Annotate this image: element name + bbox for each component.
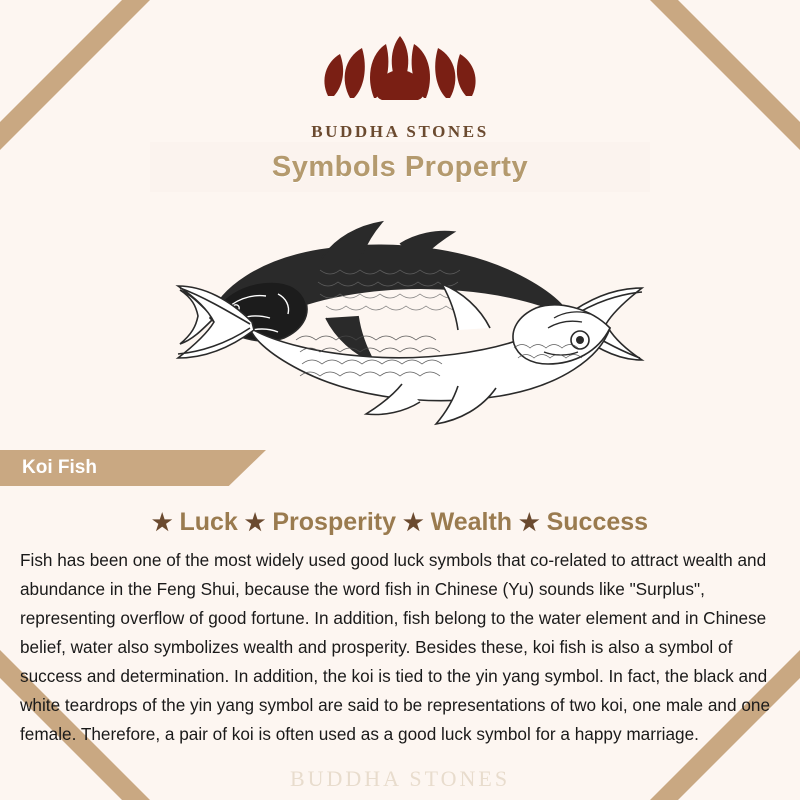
star-icon: ★ bbox=[151, 509, 173, 535]
page-title: Symbols Property bbox=[271, 150, 529, 183]
star-icon: ★ bbox=[519, 509, 540, 535]
star-icon: ★ bbox=[244, 509, 266, 535]
description-paragraph: Fish has been one of the most widely used good luck symbols that co-related to attract wealth and abundance in the Feng Shui, because the word fish in Chinese (Yu) sounds like "Surplus", representing overflow of good fortune. In addition, fish belong to the water element and in Chinese belief, water also symbolizes wealth and prosperity. Besides these, koi fish is also a symbol of success and determination. In addition, the koi is tied to the yin yang symbol. In fact, the black and white teardrops of the yin yang symbol are said to be representations of two koi, one male and one female. Therefore, a pair of koi is often used as a good luck symbol for a happy marriage. bbox=[20, 550, 771, 744]
section-label: Koi Fish bbox=[22, 457, 97, 478]
keyword-prosperity: Prosperity bbox=[272, 508, 397, 536]
keyword-list bbox=[0, 508, 800, 537]
brand-name: BUDDHA STONES bbox=[311, 122, 489, 141]
two-koi-fish-yin-yang-illustration bbox=[150, 198, 670, 448]
page-title-bar bbox=[150, 142, 650, 192]
watermark-text: BUDDHA STONES bbox=[289, 766, 511, 791]
keyword-wealth: Wealth bbox=[430, 508, 513, 536]
brand-logo-block bbox=[0, 18, 800, 142]
keyword-luck: Luck bbox=[179, 508, 238, 536]
star-icon: ★ bbox=[403, 509, 424, 535]
keyword-success: Success bbox=[546, 508, 649, 536]
lotus-meditation-icon bbox=[310, 100, 490, 117]
section-label-ribbon bbox=[0, 450, 266, 486]
